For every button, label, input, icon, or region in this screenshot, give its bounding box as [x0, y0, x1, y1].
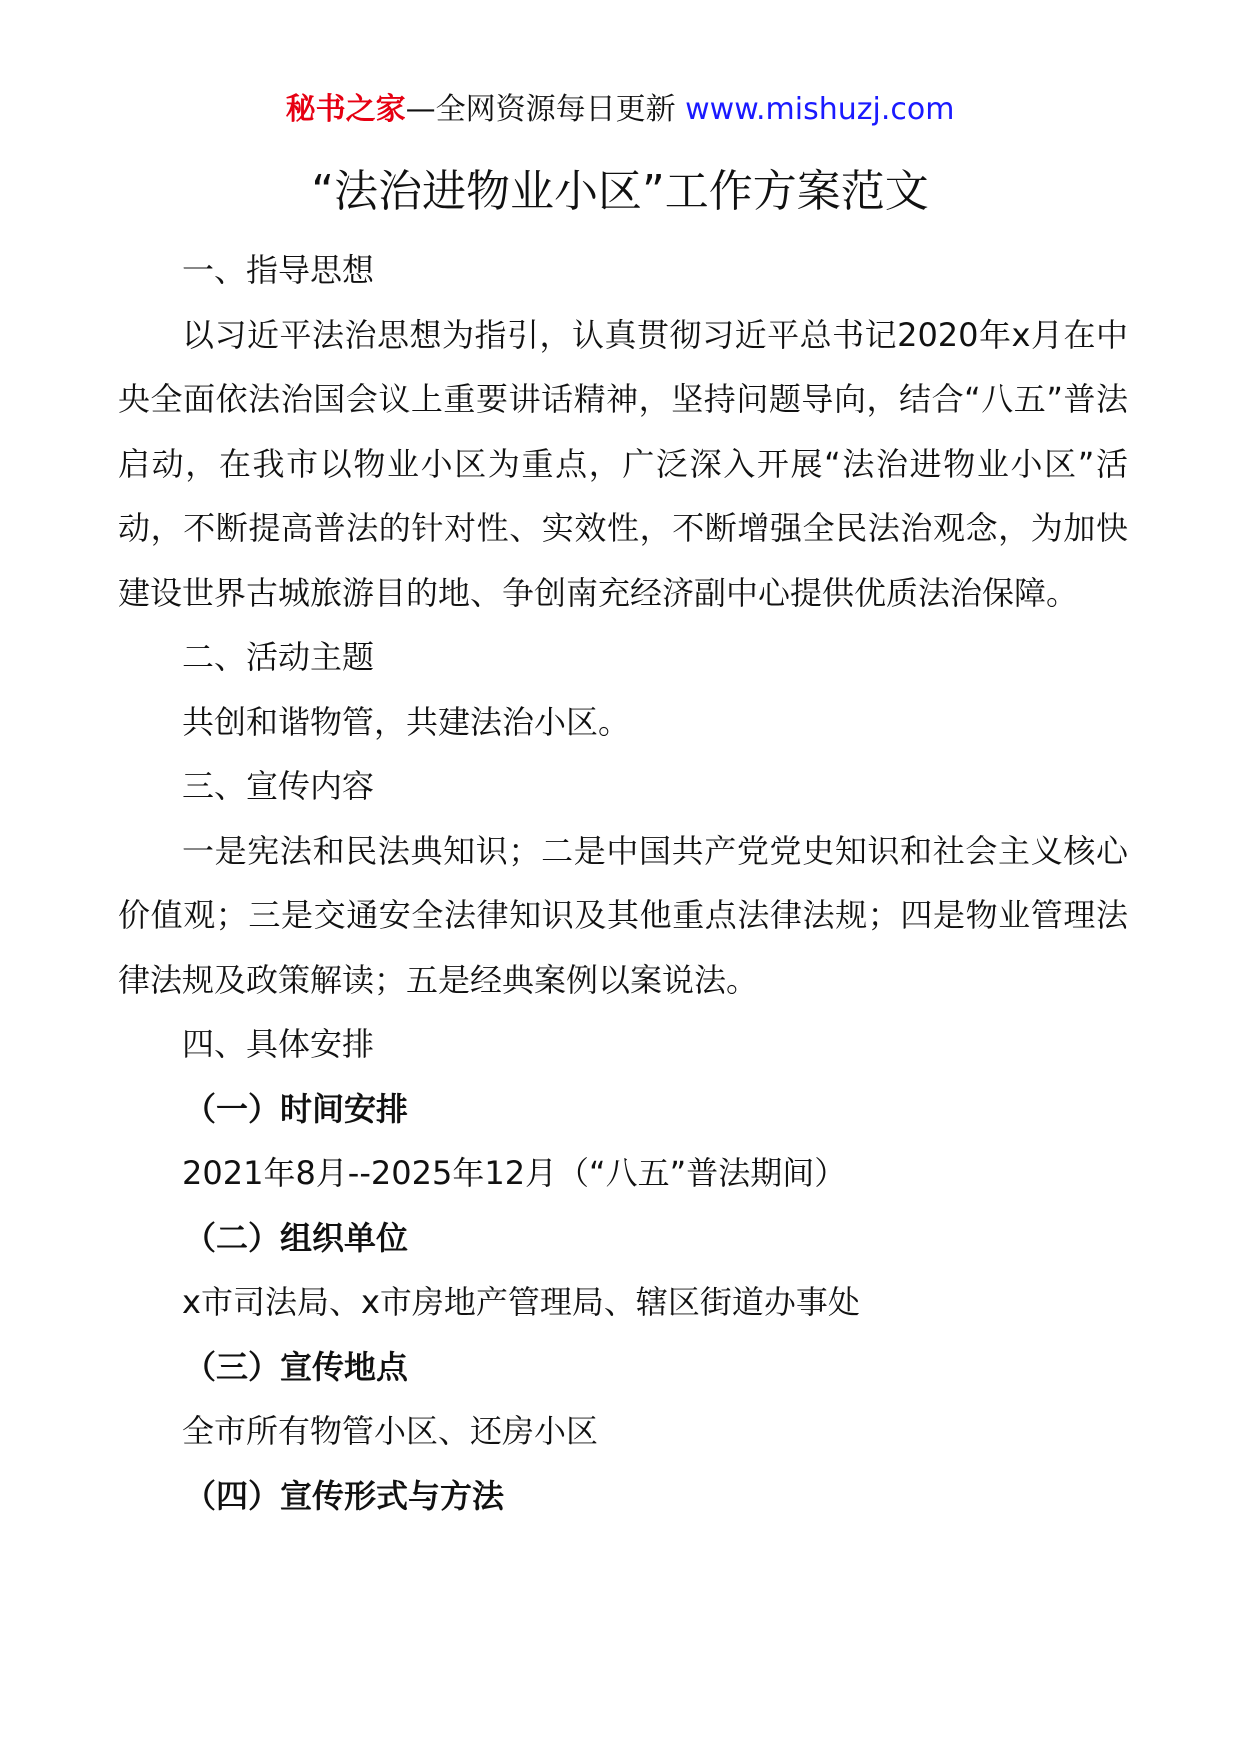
- section-heading: 三、宣传内容: [182, 767, 375, 805]
- document-title: “法治进物业小区”工作方案范文: [311, 166, 929, 217]
- subsection-heading: （四）宣传形式与方法: [184, 1476, 505, 1515]
- document-body: [118, 238, 1128, 1528]
- paragraph: 2021年8月--2025年12月（“八五”普法期间）: [182, 1154, 847, 1192]
- section-heading: 四、具体安排: [182, 1025, 375, 1063]
- header-slogan: —全网资源每日更新: [405, 92, 676, 127]
- site-header: [0, 88, 1240, 132]
- subsection-heading: （三）宣传地点: [184, 1347, 409, 1386]
- paragraph: 以习近平法治思想为指引，认真贯彻习近平总书记2020年x月在中央全面依法治国会议上重要讲话精神，坚持问题导向，结合“八五”普法启动，在我市以物业小区为重点，广泛深入开展“法治进物业小区”活动，不断提高普法的针对性、实效性，不断增强全民法治观念，为加快建设世界古城旅游目的地、争创南充经济副中心提供优质法治保障。: [118, 315, 1128, 612]
- section-heading: 二、活动主题: [182, 638, 375, 676]
- site-url-link[interactable]: www.mishuzj.com: [685, 92, 955, 127]
- subsection-heading: （二）组织单位: [184, 1218, 409, 1257]
- brand-name: 秘书之家: [285, 92, 406, 127]
- subsection-heading: （一）时间安排: [184, 1089, 409, 1128]
- paragraph: 共创和谐物管，共建法治小区。: [182, 702, 631, 741]
- paragraph: 全市所有物管小区、还房小区: [182, 1412, 599, 1450]
- paragraph: x市司法局、x市房地产管理局、辖区街道办事处: [182, 1283, 860, 1321]
- paragraph: 一是宪法和民法典知识；二是中国共产党党史知识和社会主义核心价值观；三是交通安全法律知识及其他重点法律法规；四是物业管理法律法规及政策解读；五是经典案例以案说法。: [118, 831, 1128, 999]
- section-heading: 一、指导思想: [182, 251, 375, 289]
